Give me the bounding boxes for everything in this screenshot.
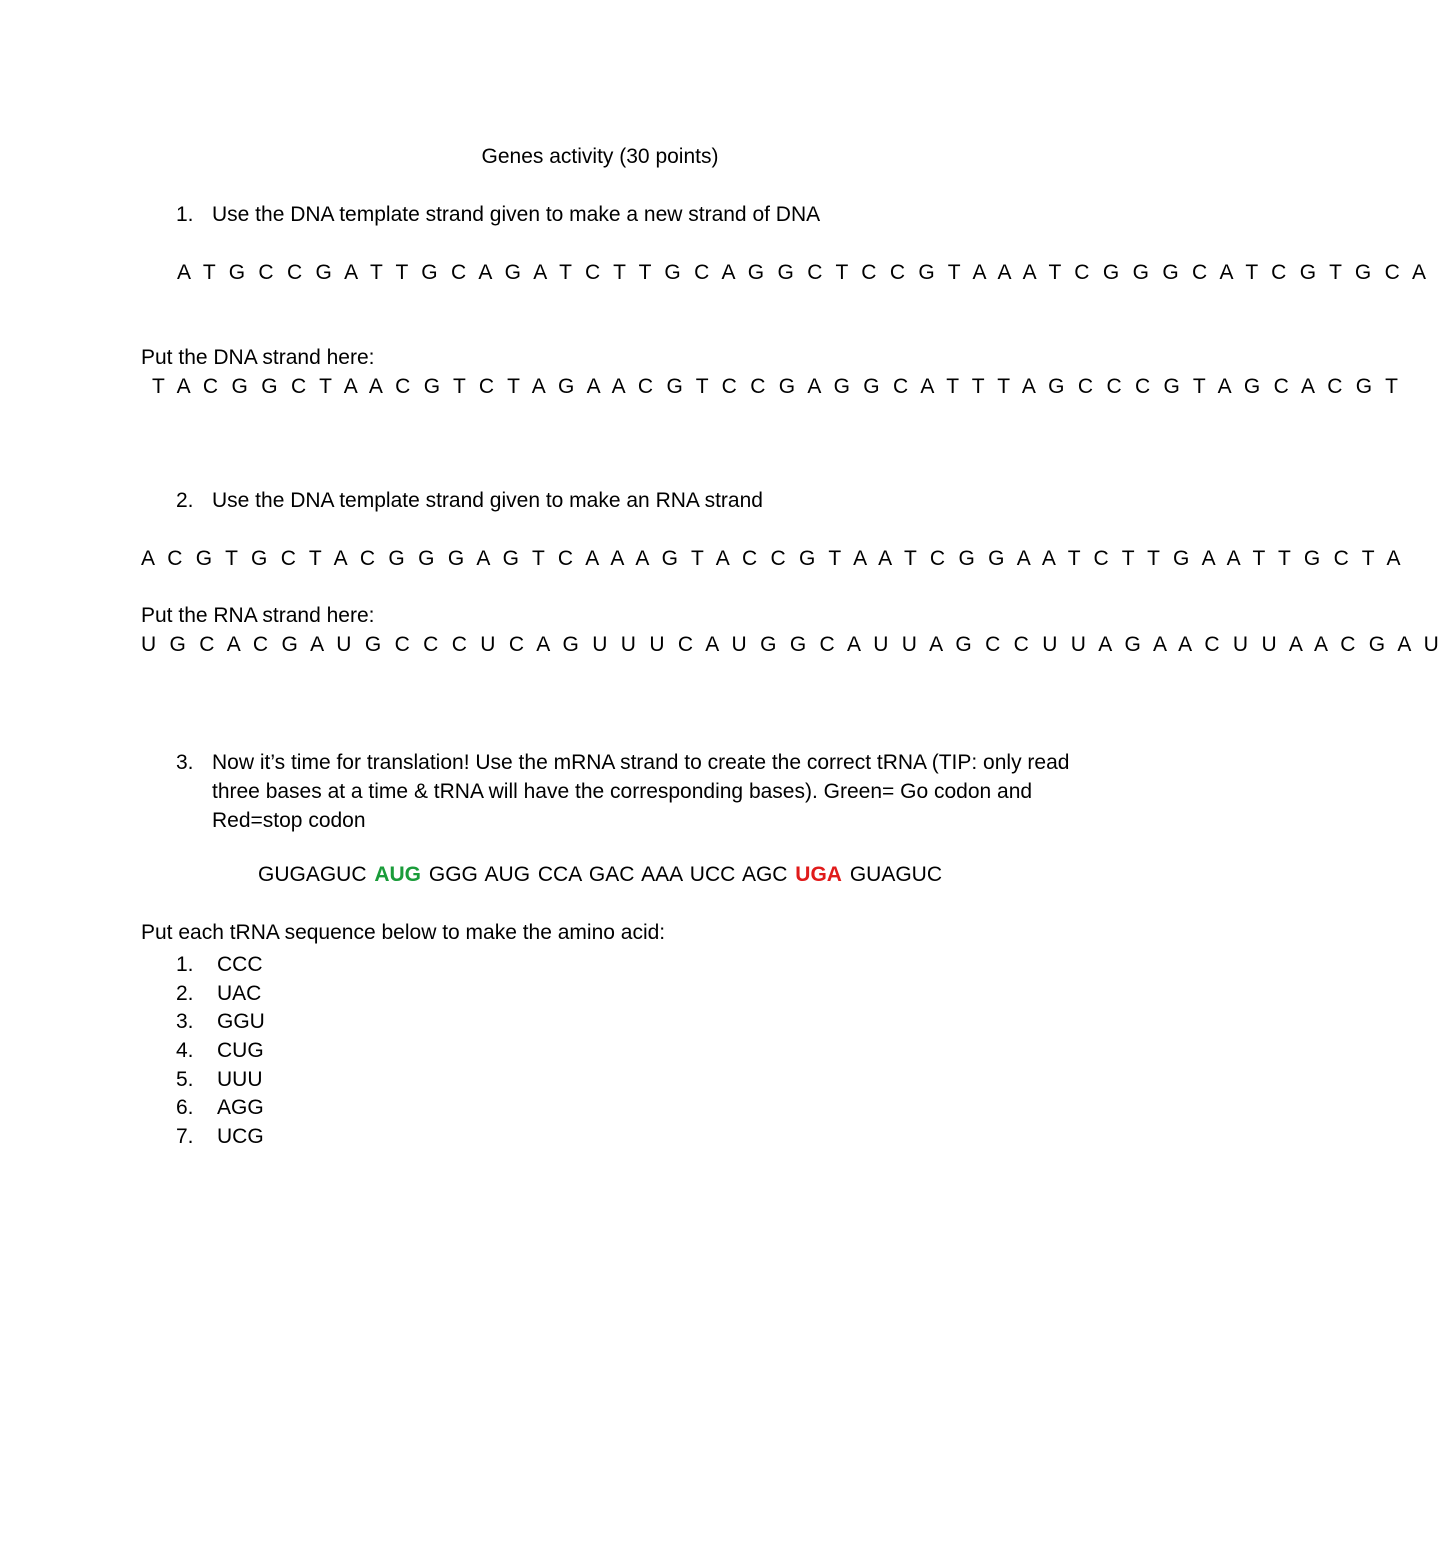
trna-sequence: AGG bbox=[217, 1096, 264, 1120]
trna-number: 3. bbox=[176, 1010, 194, 1034]
q3-prompt: Now it’s time for translation! Use the mRNA strand to create the correct tRNA (TIP: only read three bases at a time & tRNA will have the corresponding bases). Green= Go codon and Red=stop codon bbox=[212, 751, 1070, 832]
list-item bbox=[176, 1036, 265, 1065]
codons-after: GUAGUC bbox=[849, 863, 942, 886]
trna-number: 7. bbox=[176, 1124, 194, 1148]
trna-number: 2. bbox=[176, 981, 194, 1005]
list-item bbox=[176, 1007, 265, 1036]
list-item bbox=[176, 979, 265, 1008]
trna-sequence: GGU bbox=[217, 1010, 265, 1034]
q2-rna-answer: U G C A C G A U G C C C U C A G U U U C A U G G C A U U A G C C U U A G A A C U U A A C G A U bbox=[141, 633, 1443, 656]
q1-number: 1. bbox=[176, 203, 194, 226]
list-item bbox=[176, 950, 265, 979]
q2-number: 2. bbox=[176, 489, 194, 512]
q1-answer-label: Put the DNA strand here: bbox=[141, 346, 375, 369]
trna-sequence: UUU bbox=[217, 1067, 263, 1091]
codons-before: GUGAGUC bbox=[257, 863, 367, 886]
page-title: Genes activity (30 points) bbox=[481, 145, 719, 168]
list-item bbox=[176, 1122, 265, 1151]
q3-answer-label: Put each tRNA sequence below to make the amino acid: bbox=[141, 921, 666, 944]
trna-number: 1. bbox=[176, 952, 194, 976]
q2-answer-label: Put the RNA strand here: bbox=[141, 604, 375, 627]
q1-dna-answer: T A C G G C T A A C G T C T A G A A C G T C C G A G G C A T T T A G C C C G T A G C A C G T bbox=[152, 375, 1402, 398]
q3-number: 3. bbox=[176, 751, 194, 774]
trna-number: 6. bbox=[176, 1096, 194, 1120]
trna-sequence: CUG bbox=[217, 1038, 264, 1062]
trna-sequence: UCG bbox=[217, 1124, 264, 1148]
mrna-codon-sequence bbox=[0, 864, 1200, 885]
list-item bbox=[176, 1065, 265, 1094]
q2-prompt: Use the DNA template strand given to make an RNA strand bbox=[212, 489, 763, 512]
list-item bbox=[176, 1093, 265, 1122]
codons-middle: GGG AUG CCA GAC AAA UCC AGC bbox=[428, 863, 788, 886]
stop-codon: UGA bbox=[795, 863, 842, 886]
trna-sequence: UAC bbox=[217, 981, 262, 1005]
go-codon: AUG bbox=[374, 863, 422, 886]
trna-number: 4. bbox=[176, 1038, 194, 1062]
trna-sequence: CCC bbox=[217, 952, 263, 976]
q1-dna-template: A T G C C G A T T G C A G A T C T T G C A G G C T C C G T A A A T C G G G C A T C G T G C A bbox=[177, 261, 1430, 284]
q2-dna-template: A C G T G C T A C G G G A G T C A A A G T A C C G T A A T C G G A A T C T T G A A T T G C T A bbox=[141, 547, 1405, 570]
trna-number: 5. bbox=[176, 1067, 194, 1091]
trna-list bbox=[176, 950, 265, 1151]
q1-prompt: Use the DNA template strand given to make a new strand of DNA bbox=[212, 203, 821, 226]
